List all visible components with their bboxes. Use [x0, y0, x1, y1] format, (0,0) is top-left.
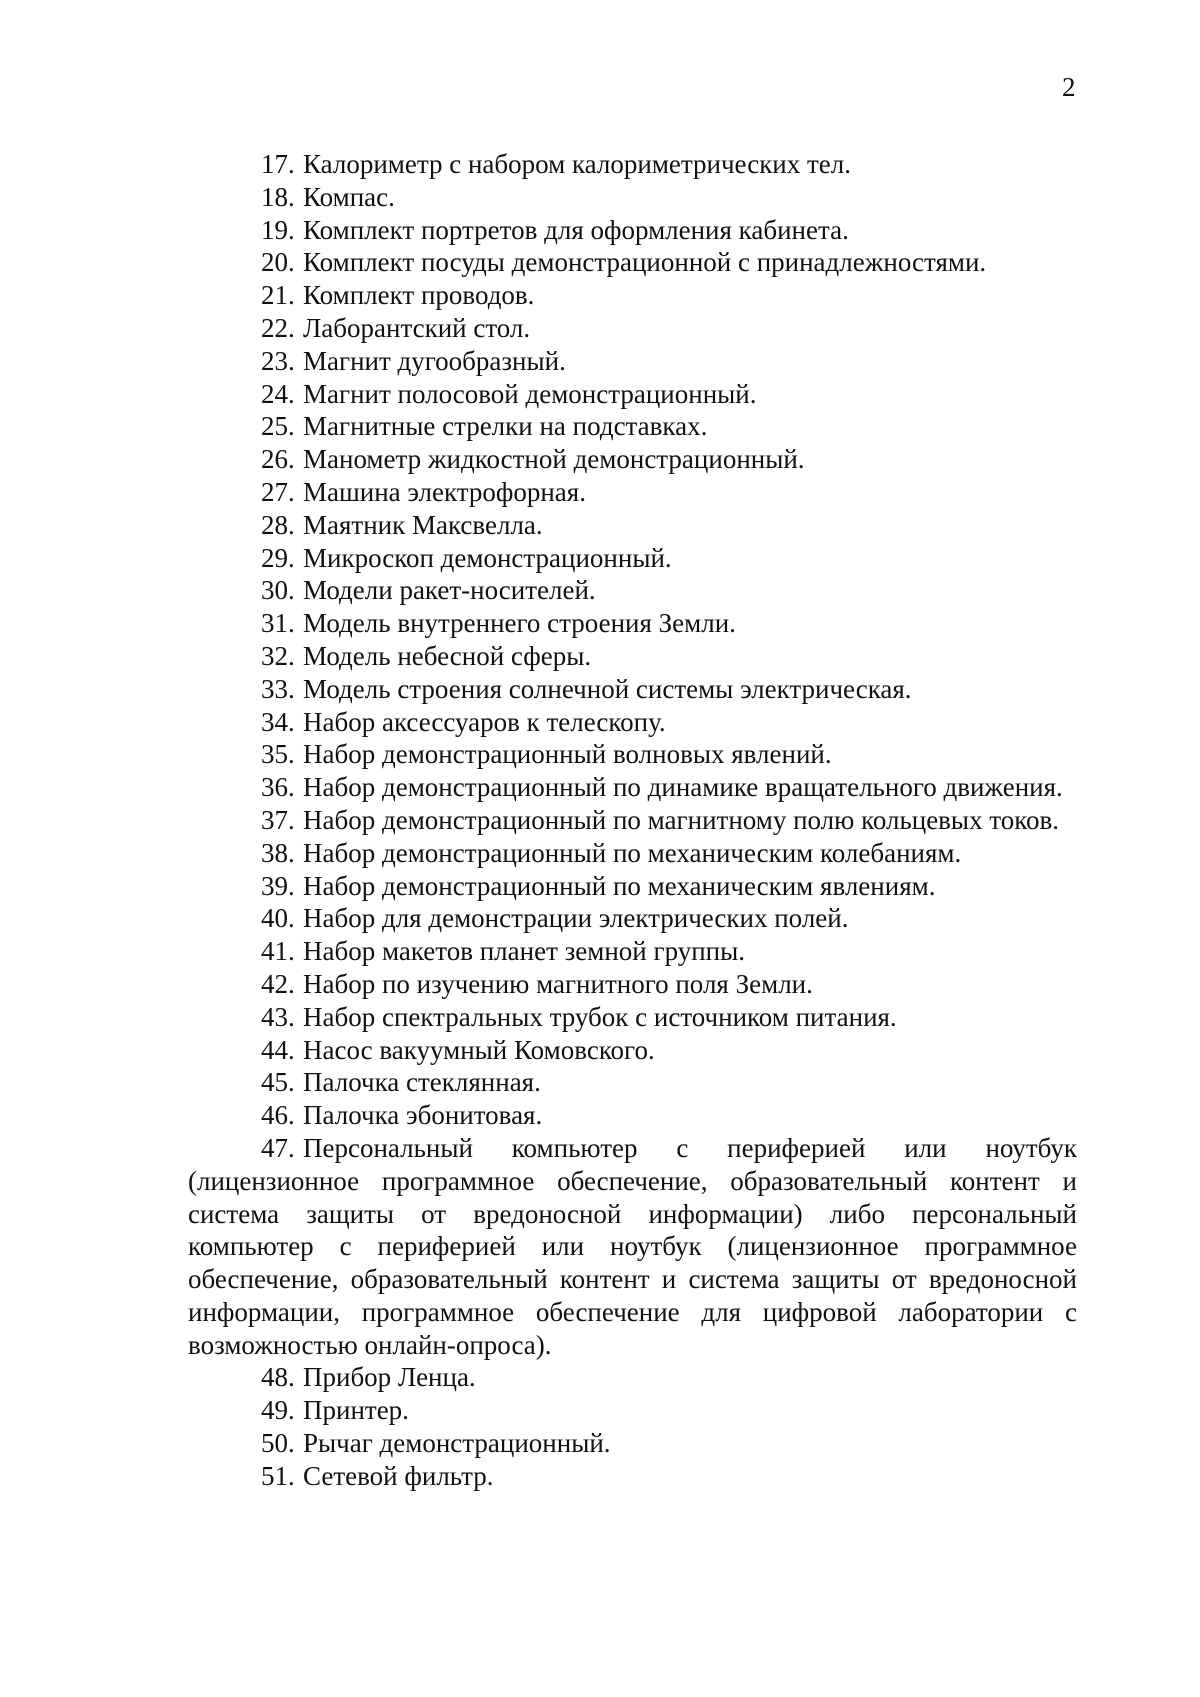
item-number: 24 .: [261, 378, 303, 411]
list-item: [188, 968, 1077, 1001]
list-item: [188, 1001, 1077, 1034]
item-text: Набор демонстрационный по магнитному полю кольцевых токов.: [303, 804, 1060, 835]
list-item: [188, 804, 1077, 837]
list-item: [188, 476, 1077, 509]
list-item: [188, 1132, 1077, 1362]
item-number: 19 .: [261, 214, 303, 247]
list-item: [188, 1066, 1077, 1099]
item-text: Насос вакуумный Комовского.: [303, 1034, 655, 1065]
item-number: 46 .: [261, 1099, 303, 1132]
list-item: [188, 738, 1077, 771]
item-number: 48 .: [261, 1361, 303, 1394]
item-number: 18 .: [261, 181, 303, 214]
list-item: [188, 607, 1077, 640]
list-item: [188, 1034, 1077, 1067]
item-text: Набор демонстрационный по динамике вращательного движения.: [303, 772, 1063, 803]
item-text: Персональный компьютер с периферией или ноутбук (лицензионное программное обеспечение, образовательный контент и система защиты от вредоносной информации) либо персональный компьютер с периферией или ноутбук (лицензионное программное обеспечение, образовательный контент и система защиты от вредоносной информации, программное обеспечение для цифровой лаборатории с возможностью онлайн-опроса).: [188, 1132, 1077, 1360]
page-number: 2: [1062, 72, 1076, 102]
item-text: Набор спектральных трубок с источником питания.: [303, 1001, 897, 1032]
item-number: 43 .: [261, 1001, 303, 1034]
item-text: Палочка стеклянная.: [303, 1067, 541, 1098]
item-text: Комплект портретов для оформления кабинета.: [303, 214, 849, 245]
item-number: 45 .: [261, 1066, 303, 1099]
list-item: [188, 443, 1077, 476]
item-number: 44 .: [261, 1034, 303, 1067]
list-item: [188, 312, 1077, 345]
list-item: [188, 1099, 1077, 1132]
item-number: 38 .: [261, 837, 303, 870]
item-text: Комплект проводов.: [303, 280, 535, 311]
item-text: Рычаг демонстрационный.: [303, 1428, 611, 1459]
item-number: 20 .: [261, 246, 303, 279]
item-text: Комплект посуды демонстрационной с принадлежностями.: [303, 247, 987, 278]
item-number: 51 .: [261, 1460, 303, 1493]
list-item: [188, 870, 1077, 903]
list-item: [188, 640, 1077, 673]
item-number: 37 .: [261, 804, 303, 837]
list-item: [188, 1361, 1077, 1394]
equipment-list: [188, 148, 1077, 1493]
list-item: [188, 378, 1077, 411]
item-number: 49 .: [261, 1394, 303, 1427]
item-number: 39 .: [261, 870, 303, 903]
item-text: Модель внутреннего строения Земли.: [303, 608, 736, 639]
list-item: [188, 1394, 1077, 1427]
item-number: 29 .: [261, 542, 303, 575]
list-item: [188, 181, 1077, 214]
item-text: Набор для демонстрации электрических полей.: [303, 903, 849, 934]
item-text: Набор по изучению магнитного поля Земли.: [303, 968, 813, 999]
item-text: Машина электрофорная.: [303, 476, 586, 507]
item-text: Прибор Ленца.: [303, 1362, 476, 1393]
list-item: [188, 935, 1077, 968]
item-number: 42 .: [261, 968, 303, 1001]
item-text: Магнитные стрелки на подставках.: [303, 411, 708, 442]
list-item: [188, 214, 1077, 247]
list-item: [188, 771, 1077, 804]
item-number: 40 .: [261, 902, 303, 935]
item-number: 31 .: [261, 607, 303, 640]
item-text: Модели ракет-носителей.: [303, 575, 596, 606]
item-text: Микроскоп демонстрационный.: [303, 542, 672, 573]
list-item: [188, 673, 1077, 706]
list-item: [188, 509, 1077, 542]
item-text: Набор аксессуаров к телескопу.: [303, 706, 666, 737]
item-text: Палочка эбонитовая.: [303, 1100, 543, 1131]
item-text: Магнит дугообразный.: [303, 345, 566, 376]
item-number: 27 .: [261, 476, 303, 509]
item-text: Манометр жидкостной демонстрационный.: [303, 444, 805, 475]
item-number: 34 .: [261, 706, 303, 739]
item-text: Сетевой фильтр.: [303, 1460, 494, 1491]
item-text: Набор демонстрационный по механическим колебаниям.: [303, 837, 962, 868]
item-text: Магнит полосовой демонстрационный.: [303, 378, 757, 409]
item-number: 22 .: [261, 312, 303, 345]
item-number: 35 .: [261, 738, 303, 771]
list-item: [188, 148, 1077, 181]
item-number: 21 .: [261, 279, 303, 312]
list-item: [188, 1427, 1077, 1460]
list-item: [188, 410, 1077, 443]
item-number: 47 .: [261, 1132, 303, 1165]
item-number: 25 .: [261, 410, 303, 443]
item-number: 28 .: [261, 509, 303, 542]
list-item: [188, 279, 1077, 312]
item-number: 41 .: [261, 935, 303, 968]
item-text: Маятник Максвелла.: [303, 509, 543, 540]
item-number: 17 .: [261, 148, 303, 181]
item-number: 32 .: [261, 640, 303, 673]
item-number: 30 .: [261, 574, 303, 607]
list-item: [188, 902, 1077, 935]
item-text: Лаборантский стол.: [303, 312, 531, 343]
item-text: Модель небесной сферы.: [303, 640, 592, 671]
item-number: 33 .: [261, 673, 303, 706]
item-text: Калориметр с набором калориметрических тел.: [303, 149, 852, 179]
list-item: [188, 706, 1077, 739]
item-text: Компас.: [303, 181, 395, 212]
item-text: Модель строения солнечной системы электрическая.: [303, 673, 912, 704]
list-item: [188, 1460, 1077, 1493]
item-text: Набор демонстрационный по механическим явлениям.: [303, 870, 936, 901]
list-item: [188, 246, 1077, 279]
list-item: [188, 837, 1077, 870]
list-item: [188, 542, 1077, 575]
item-number: 23 .: [261, 345, 303, 378]
item-text: Набор демонстрационный волновых явлений.: [303, 739, 832, 770]
item-number: 50 .: [261, 1427, 303, 1460]
item-number: 36 .: [261, 771, 303, 804]
list-item: [188, 574, 1077, 607]
item-number: 26 .: [261, 443, 303, 476]
item-text: Принтер.: [303, 1395, 409, 1426]
item-text: Набор макетов планет земной группы.: [303, 936, 746, 967]
list-item: [188, 345, 1077, 378]
